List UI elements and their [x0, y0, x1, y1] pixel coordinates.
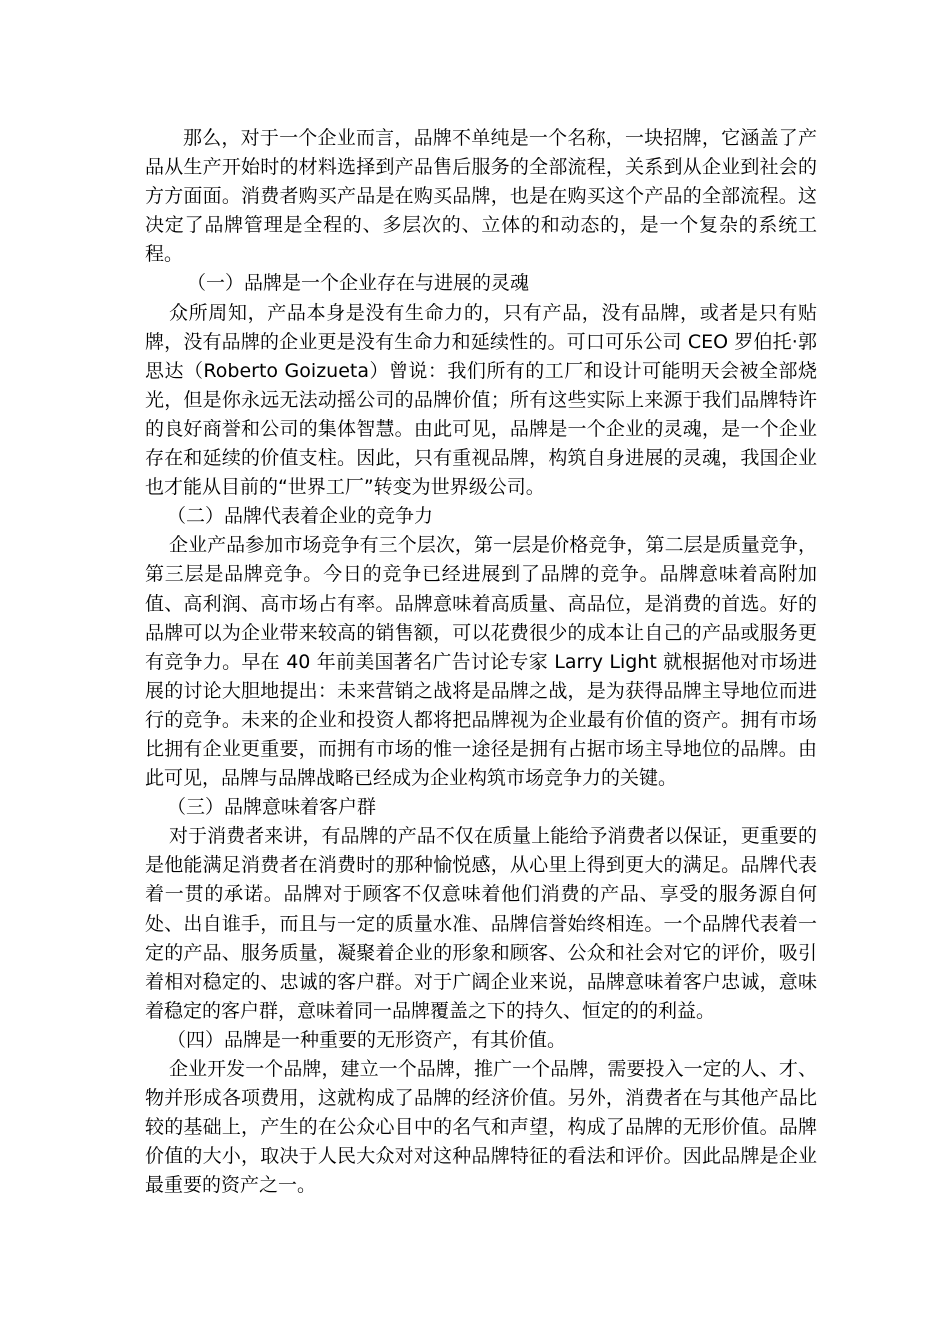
- section-2-paragraph: 企业产品参加市场竞争有三个层次，第一层是价格竞争，第二层是质量竞争，第三层是品牌竞争。今日的竞争已经进展到了品牌的竞争。品牌意味着高附加值、高利润、高市场占有率。品牌意味着高质量、高品位，是消费的首选。好的品牌可以为企业带来较高的销售额，可以花费很少的成本让自己的产品或服务更有竞争力。早在 40 年前美国著名广告讨论专家 Larry Light 就根据他对市场进展的讨论大胆地提出：未来营销之战将是品牌之战，是为获得品牌主导地位而进行的竞争。未来的企业和投资人都将把品牌视为企业最有价值的资产。拥有市场比拥有企业更重要，而拥有市场的惟一途径是拥有占据市场主导地位的品牌。由此可见，品牌与品牌战略已经成为企业构筑市场竞争力的关键。: [145, 534, 817, 790]
- section-heading-3: （三）品牌意味着客户群: [167, 796, 377, 819]
- document-page: [145, 124, 817, 1200]
- section-1-paragraph: 众所周知，产品本身是没有生命力的，只有产品，没有品牌，或者是只有贴牌，没有品牌的企业更是没有生命力和延续性的。可口可乐公司 CEO 罗伯托·郭思达（Roberto Goizueta）曾说：我们所有的工厂和设计可能明天会被全部烧光，但是你永远无法动摇公司的品牌价值；所有这些实际上来源于我们品牌特许的良好商誉和公司的集体智慧。由此可见，品牌是一个企业的灵魂，是一个企业存在和延续的价值支柱。因此，只有重视品牌，构筑自身进展的灵魂，我国企业也才能从目前的“世界工厂”转变为世界级公司。: [145, 301, 817, 499]
- section-heading-2: （二）品牌代表着企业的竞争力: [167, 505, 434, 528]
- intro-paragraph: 那么，对于一个企业而言，品牌不单纯是一个名称，一块招牌，它涵盖了产品从生产开始时的材料选择到产品售后服务的全部流程，关系到从企业到社会的方方面面。消费者购买产品是在购买品牌，也是在购买这个产品的全部流程。这决定了品牌管理是全程的、多层次的、立体的和动态的，是一个复杂的系统工程。: [145, 127, 817, 266]
- section-3-paragraph: 对于消费者来讲，有品牌的产品不仅在质量上能给予消费者以保证，更重要的是他能满足消费者在消费时的那种愉悦感，从心里上得到更大的满足。品牌代表着一贯的承诺。品牌对于顾客不仅意味着他们消费的产品、享受的服务源自何处、出自谁手，而且与一定的质量水准、品牌信誉始终相连。一个品牌代表着一定的产品、服务质量，凝聚着企业的形象和顾客、公众和社会对它的评价，吸引着相对稳定的、忠诚的客户群。对于广阔企业来说，品牌意味着客户忠诚，意味着稳定的客户群，意味着同一品牌覆盖之下的持久、恒定的的利益。: [145, 825, 817, 1022]
- section-heading-1: （一）品牌是一个企业存在与进展的灵魂: [187, 272, 530, 295]
- section-4-paragraph: 企业开发一个品牌，建立一个品牌，推广一个品牌，需要投入一定的人、才、物并形成各项费用，这就构成了品牌的经济价值。另外，消费者在与其他产品比较的基础上，产生的在公众心目中的名气和声望，构成了品牌的无形价值。品牌价值的大小，取决于人民大众对对这种品牌特征的看法和评价。因此品牌是企业最重要的资产之一。: [145, 1058, 817, 1197]
- section-heading-4: （四）品牌是一种重要的无形资产，有其价值。: [167, 1028, 567, 1051]
